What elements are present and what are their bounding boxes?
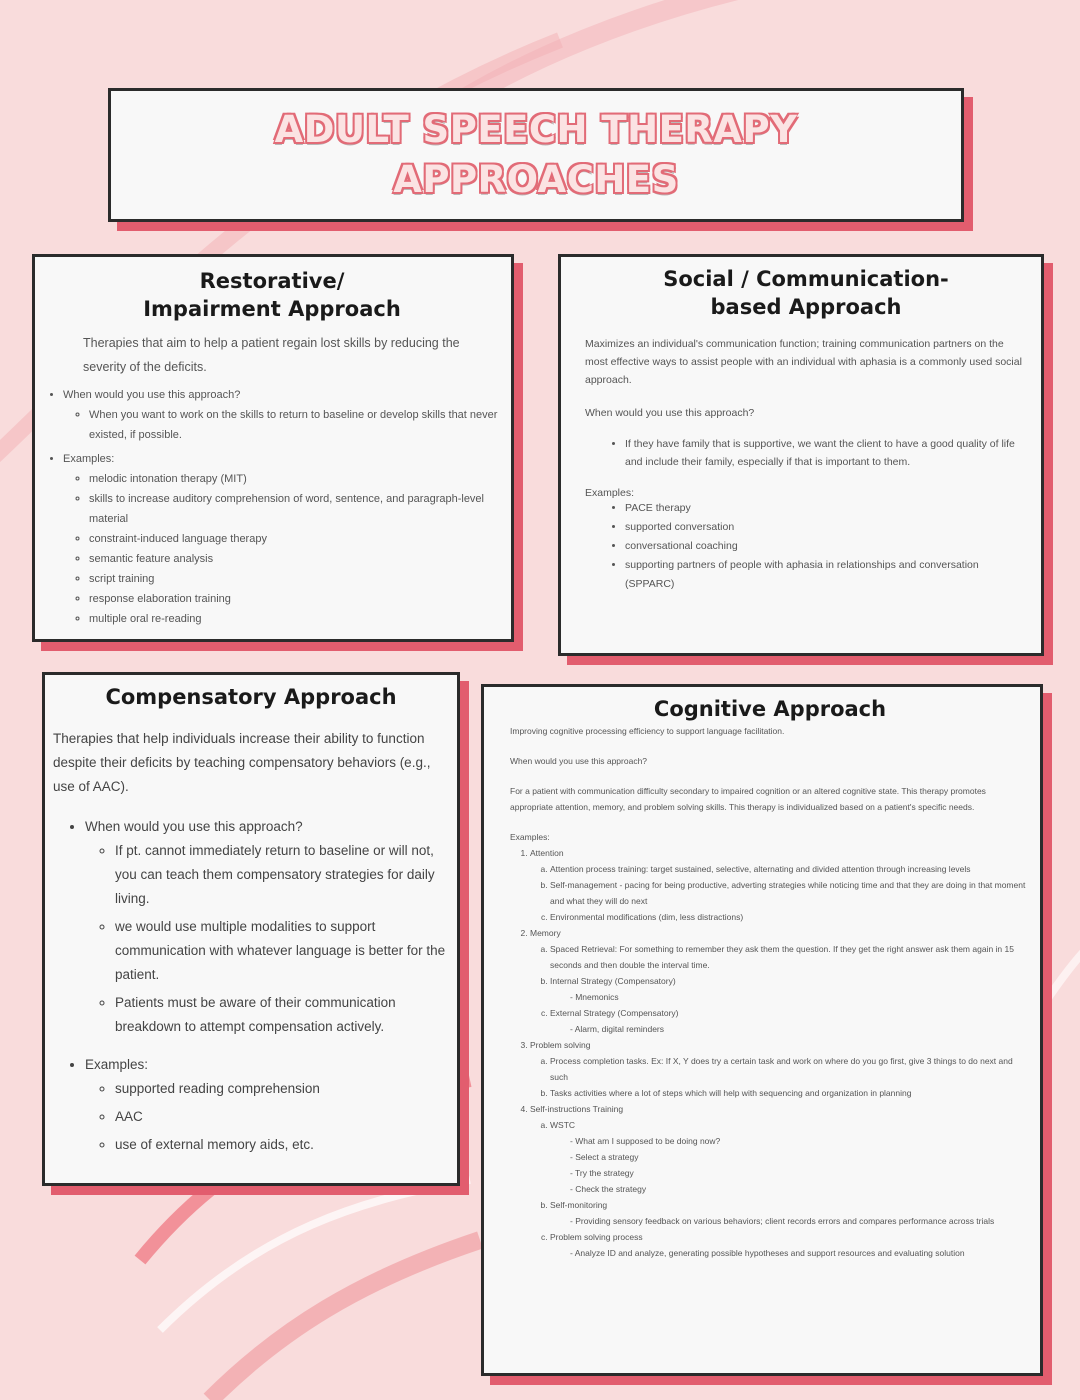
compensatory-heading: Compensatory Approach (105, 685, 397, 709)
example-item: c. Problem solving process - Analyze ID and analyze, generating possible hypotheses and support resources and evaluating solution (550, 1229, 1030, 1261)
sub-item: - Select a strategy (570, 1149, 1030, 1165)
compensatory-description: Therapies that help individuals increase their ability to function despite their deficits by teaching compensatory behaviors (e.g., use of AAC). (53, 731, 431, 794)
when-answer: ◦ When you want to work on the skills to return to baseline or develop skills that never existed, if possible. (89, 405, 499, 445)
social-heading: Social / Communication- based Approach (663, 267, 949, 319)
example-item: b. Self-management - pacing for being productive, adverting strategies while noticing time and that they are doing in that moment and what they will do next (550, 877, 1030, 909)
page-title: ADULT SPEECH THERAPY APPROACHES (274, 108, 798, 201)
when-answer: • If they have family that is supportive, we want the client to have a good quality of life and include their family, especially if that is important to them. (625, 435, 1027, 471)
cognitive-heading: Cognitive Approach (653, 697, 887, 721)
example-item: a. WSTC - What am I supposed to be doing now? - Select a strategy - Try the strategy - Check the strategy (550, 1117, 1030, 1197)
compensatory-list (53, 815, 449, 1157)
examples: • Examples: ◦ melodic intonation therapy (MIT) ◦ skills to increase auditory comprehension of word, sentence, and paragraph-level material ◦ constraint-induced language therapy ◦ semantic feature analysis ◦ script training ◦ response elaboration training ◦ multiple oral re-reading (63, 449, 499, 629)
example-item: a. Attention process training: target sustained, selective, alternating and divided attention through increasing levels (550, 861, 1030, 877)
sub-item: - Try the strategy (570, 1165, 1030, 1181)
example-item: a. Process completion tasks. Ex: If X, Y does try a certain task and work on where do you go first, give 3 things to do next and such (550, 1053, 1030, 1085)
example-item: a. Spaced Retrieval: For something to remember they ask them the question. If they get the right answer ask them again in 15 seconds and then double the interval time. (550, 941, 1030, 973)
cognitive-description: Improving cognitive processing efficiency to support language facilitation. (510, 726, 785, 736)
example-item: b. Self-monitoring - Providing sensory feedback on various behaviors; client records errors and compares performance across trials (550, 1197, 1030, 1229)
when-question: • When would you use this approach? ◦ If pt. cannot immediately return to baseline or will not, you can teach them compensatory strategies for daily living. ◦ we would use multiple modalities to support communication with whatever language is better for the patient. ◦ Patients must be aware of their communication breakdown to attempt compensation actively. (85, 815, 449, 1039)
sub-item: - Check the strategy (570, 1181, 1030, 1197)
restorative-heading: Restorative/ Impairment Approach (143, 269, 401, 321)
example-item: ◦ skills to increase auditory comprehension of word, sentence, and paragraph-level material (89, 489, 499, 529)
example-item: ◦ response elaboration training (89, 589, 499, 609)
example-item: ◦ use of external memory aids, etc. (115, 1133, 449, 1157)
when-answer: ◦ we would use multiple modalities to support communication with whatever language is better for the patient. (115, 915, 449, 987)
category-problem-solving: 3. Problem solving a. Process completion tasks. Ex: If X, Y does try a certain task and work on where do you go first, give 3 things to do next and such b. Tasks activities where a lot of steps which will help with sequencing and organization in planning (530, 1037, 1030, 1101)
sub-item: - What am I supposed to be doing now? (570, 1133, 1030, 1149)
when-question: When would you use this approach? (585, 407, 755, 419)
restorative-list (45, 385, 499, 629)
sub-item: - Providing sensory feedback on various behaviors; client records errors and compares performance across trials (570, 1213, 1030, 1229)
category-memory: 2. Memory a. Spaced Retrieval: For something to remember they ask them the question. If they get the right answer ask them again in 15 seconds and then double the interval time. b. Internal Strategy (Compensatory) - Mnemonics c. External Strategy (Compensatory) - Alarm, digital reminders (530, 925, 1030, 1037)
category-attention: 1. Attention a. Attention process training: target sustained, selective, alternating and divided attention through increasing levels b. Self-management - pacing for being productive, adverting strategies while noticing time and that they are doing in that moment and what they will do next c. Environmental modifications (dim, less distractions) (530, 845, 1030, 925)
example-item: ◦ melodic intonation therapy (MIT) (89, 469, 499, 489)
social-description: Maximizes an individual's communication function; training communication partners on the most effective ways to assist people with an individual with aphasia is a commonly used social approach. (585, 338, 1022, 386)
examples-label: Examples: (510, 832, 550, 842)
example-item: ◦ supported reading comprehension (115, 1077, 449, 1101)
restorative-description: Therapies that aim to help a patient regain lost skills by reducing the severity of the deficits. (83, 336, 460, 374)
example-item: • conversational coaching (625, 537, 1027, 556)
sub-item: - Mnemonics (570, 989, 1030, 1005)
example-item: ◦ multiple oral re-reading (89, 609, 499, 629)
example-item: c. Environmental modifications (dim, less distractions) (550, 909, 1030, 925)
example-item: b. Tasks activities where a lot of steps which will help with sequencing and organization in planning (550, 1085, 1030, 1101)
restorative-approach-card (32, 254, 514, 642)
examples: • Examples: ◦ supported reading comprehension ◦ AAC ◦ use of external memory aids, etc. (85, 1053, 449, 1157)
example-item: ◦ AAC (115, 1105, 449, 1129)
example-item: c. External Strategy (Compensatory) - Alarm, digital reminders (550, 1005, 1030, 1037)
example-item: • supported conversation (625, 518, 1027, 537)
compensatory-approach-card (42, 672, 460, 1186)
example-item: b. Internal Strategy (Compensatory) - Mnemonics (550, 973, 1030, 1005)
example-item: • PACE therapy (625, 499, 1027, 518)
social-approach-card (558, 254, 1044, 656)
cognitive-approach-card (481, 684, 1043, 1376)
category-self-instructions: 4. Self-instructions Training a. WSTC - What am I supposed to be doing now? - Select a strategy - Try the strategy - Check the strategy b. Self-monitoring - Providing sensory feedback on various behaviors; client records errors and compares performance across trials c. Problem solving process - Analyze ID and analyze, generating possible hypotheses and support resources and evaluating solution (530, 1101, 1030, 1261)
sub-item: - Alarm, digital reminders (570, 1021, 1030, 1037)
examples-label: Examples: (585, 487, 635, 499)
example-item: ◦ constraint-induced language therapy (89, 529, 499, 549)
example-item: ◦ semantic feature analysis (89, 549, 499, 569)
example-item: ◦ script training (89, 569, 499, 589)
sub-item: - Analyze ID and analyze, generating possible hypotheses and support resources and evaluating solution (570, 1245, 1030, 1261)
when-question: • When would you use this approach? ◦ When you want to work on the skills to return to baseline or develop skills that never existed, if possible. (63, 385, 499, 445)
when-answer: ◦ Patients must be aware of their communication breakdown to attempt compensation actively. (115, 991, 449, 1039)
when-answer: ◦ If pt. cannot immediately return to baseline or will not, you can teach them compensatory strategies for daily living. (115, 839, 449, 911)
when-answer: For a patient with communication difficulty secondary to impaired cognition or an altered cognitive state. This therapy promotes appropriate attention, memory, and problem solving skills. This therapy is individualized based on a patient's specific needs. (510, 786, 986, 812)
title-banner (108, 88, 964, 222)
cognitive-examples (510, 845, 1030, 1261)
example-item: • supporting partners of people with aphasia in relationships and conversation (SPPARC) (625, 556, 1027, 594)
when-question: When would you use this approach? (510, 756, 648, 766)
social-examples (585, 499, 1027, 594)
